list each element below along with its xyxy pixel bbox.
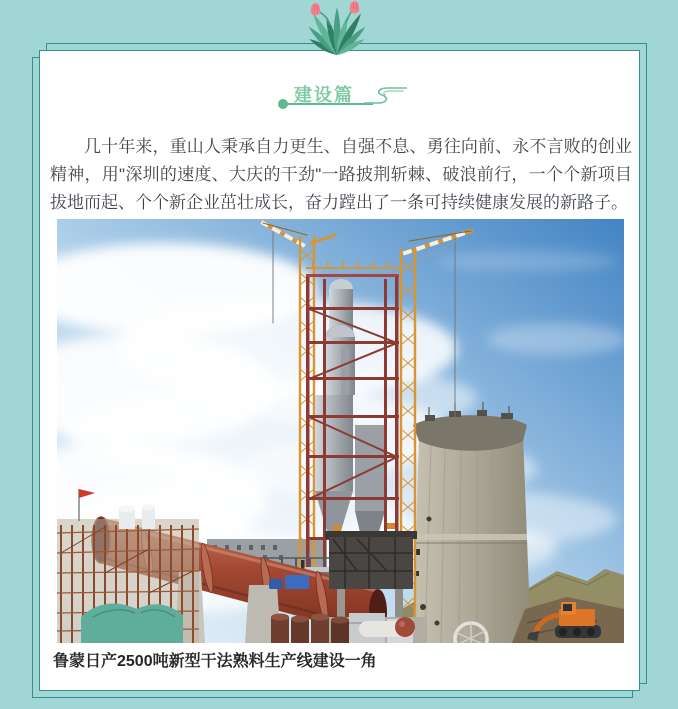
construction-photo [57,219,624,643]
worker-figure [301,560,305,569]
article-paragraph: 几十年来，重山人秉承自力更生、自强不息、勇往向前、永不言败的创业精神，用"深圳的速度、大庆的干劲"一路披荆斩棘、破浪前行，一个个新项目拔地而起、个个新企业茁壮成长，奋力蹚出了一条可持续健康发展的新路子。 [50,137,632,212]
red-sphere [395,617,415,637]
swirl-flourish-icon [364,84,408,108]
plant-icon [300,1,374,57]
tarp-mounds [81,604,183,643]
blue-motor [269,579,282,589]
photo-caption: 鲁蒙日产2500吨新型干法熟料生产线建设一角 [53,653,377,670]
article-figure [53,219,624,671]
section-title: 建设篇 [294,85,354,105]
blue-motor [285,575,309,589]
cement-silo [413,402,531,643]
article-card [39,50,640,691]
